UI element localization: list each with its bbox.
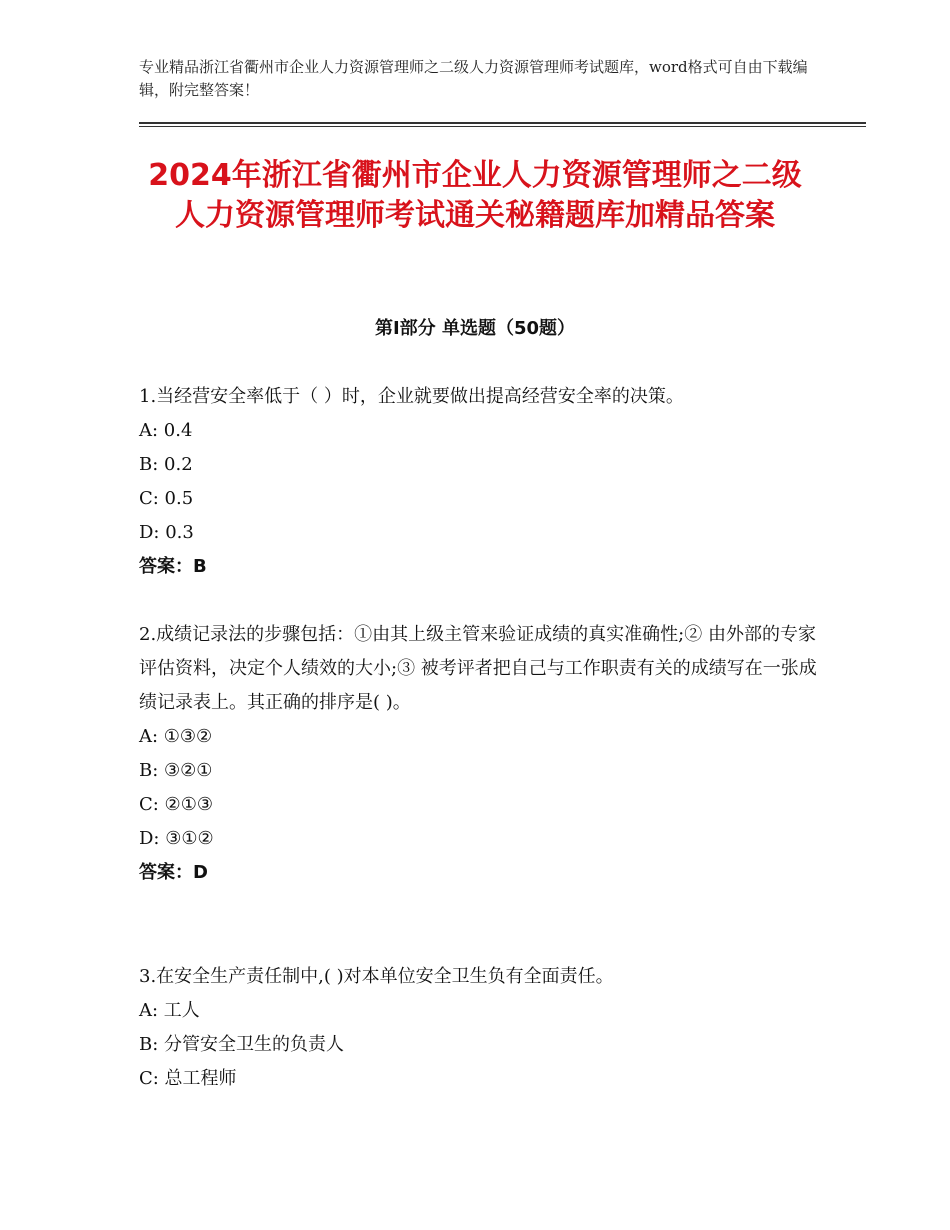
question-2 (139, 618, 819, 890)
option-c: C: 总工程师 (139, 1068, 237, 1089)
question-stem: 3.在安全生产责任制中,( )对本单位安全卫生负有全面责任。 (139, 966, 614, 987)
header-note: 专业精品浙江省衢州市企业人力资源管理师之二级人力资源管理师考试题库，word格式可自由下载编辑，附完整答案！ (139, 58, 808, 99)
question-3 (139, 960, 819, 1096)
option-b: B: ③②① (139, 760, 213, 781)
header-rule-thin (139, 126, 866, 127)
option-c: C: ②①③ (139, 794, 213, 815)
option-d: D: 0.3 (139, 522, 194, 543)
question-stem: 1.当经营安全率低于（ ）时，企业就要做出提高经营安全率的决策。 (139, 386, 684, 407)
option-c: C: 0.5 (139, 488, 194, 509)
option-a: A: ①③② (139, 726, 213, 747)
header-rule (139, 122, 866, 124)
answer: 答案：B (139, 556, 207, 577)
option-b: B: 分管安全卫生的负责人 (139, 1034, 345, 1055)
option-a: A: 工人 (139, 1000, 200, 1021)
question-1 (139, 380, 819, 584)
option-a: A: 0.4 (139, 420, 193, 441)
option-b: B: 0.2 (139, 454, 193, 475)
question-stem: 2.成绩记录法的步骤包括：①由其上级主管来验证成绩的真实准确性;② 由外部的专家评估资料，决定个人绩效的大小;③ 被考评者把自己与工作职责有关的成绩写在一张成绩记录表上。其正确的排序是( )。 (139, 624, 817, 713)
answer: 答案：D (139, 862, 208, 883)
section-title: 第Ⅰ部分 单选题（50题） (374, 318, 575, 339)
option-d: D: ③①② (139, 828, 214, 849)
document-title: 2024年浙江省衢州市企业人力资源管理师之二级人力资源管理师考试通关秘籍题库加精品答案 (148, 158, 802, 233)
